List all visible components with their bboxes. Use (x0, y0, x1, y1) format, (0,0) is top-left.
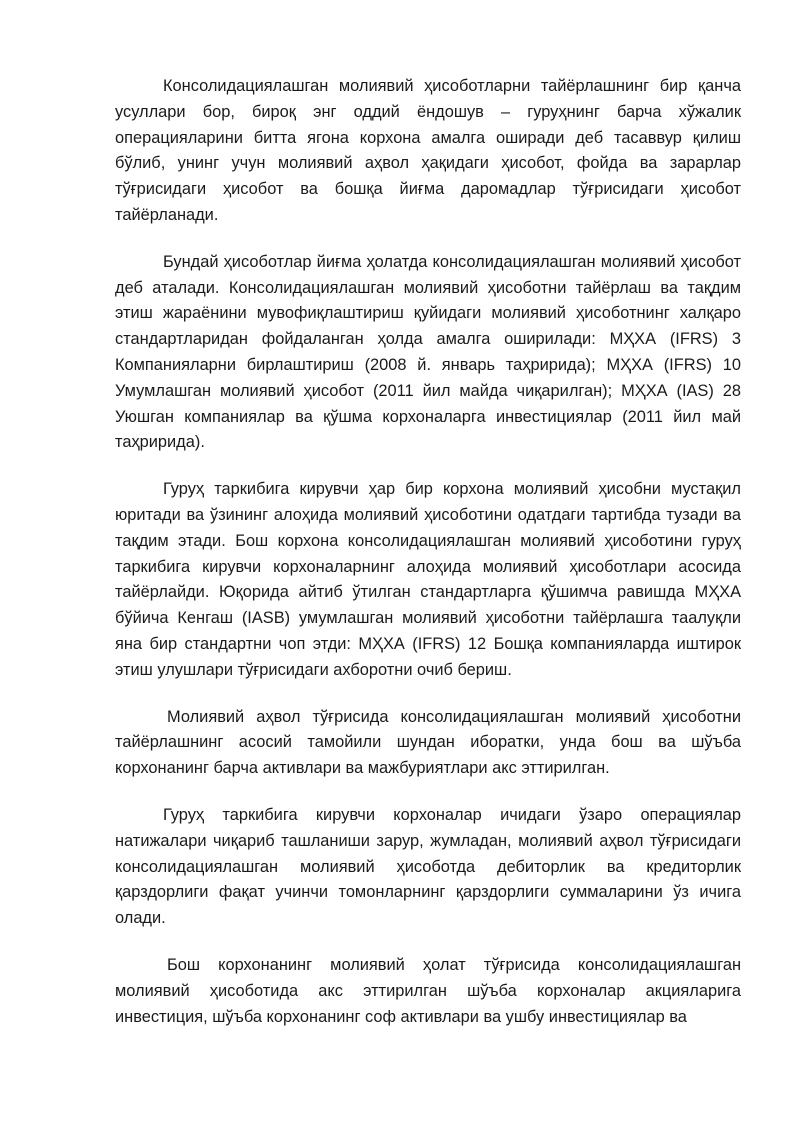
paragraph-group-entities: Гуруҳ таркибига кирувчи ҳар бир корхона молиявий ҳисобни мустақил юритади ва ўзининг алоҳида молиявий ҳисоботини одатдаги тартибда тузади ва тақдим этади. Бош корхона консолидациялашган молиявий ҳисоботини гуруҳ таркибига кирувчи корхоналарнинг алоҳида молиявий ҳисоботлари асосида тайёрлайди. Юқорида айтиб ўтилган стандартларга қўшимча равишда МҲХА бўйича Кенгаш (IASB) умумлашган молиявий ҳисоботни тайёрлашга таалуқли яна бир стандартни чоп этди: МҲХА (IFRS) 12 Бошқа компанияларда иштирок этиш улушлари тўғрисидаги ахборотни очиб бериш. (115, 480, 741, 679)
paragraph-consolidation-methods: Консолидациялашган молиявий ҳисоботларни тайёрлашнинг бир қанча усуллари бор, бироқ энг оддий ёндошув – гуруҳнинг барча хўжалик операцияларини битта ягона корхона амалга оширади деб тасаввур қилиш бўлиб, унинг учун молиявий аҳвол ҳақидаги ҳисобот, фойда ва зарарлар тўғрисидаги ҳисобот ва бошқа йиғма даромадлар тўғрисидаги ҳисобот тайёрланади. (115, 77, 741, 224)
document-body (115, 74, 741, 1051)
paragraph-standards: Бундай ҳисоботлар йиғма ҳолатда консолидациялашган молиявий ҳисобот деб аталади. Консолидациялашган молиявий ҳисоботни тайёрлаш ва тақдим этиш жараёнини мувофиқлаштириш қуйидаги молиявий ҳисоботнинг халқаро стандартларидан фойдаланган ҳолда амалга оширилади: МҲХА (IFRS) 3 Компанияларни бирлаштириш (2008 й. январь таҳририда); МҲХА (IFRS) 10 Умумлашган молиявий ҳисобот (2011 йил майда чиқарилган); МҲХА (IAS) 28 Уюшган компаниялар ва қўшма корхоналарга инвестициялар (2011 йил май таҳририда). (115, 252, 741, 452)
paragraph-parent-investment: Бош корхонанинг молиявий ҳолат тўғрисида консолидациялашган молиявий ҳисоботида акс эттирилган шўъба корхоналар акцияларига инвестиция, шўъба корхонанинг соф активлари ва ушбу инвестициялар ва (115, 955, 741, 1026)
paragraph-intragroup-elimination: Гуруҳ таркибига кирувчи корхоналар ичидаги ўзаро операциялар натижалари чиқариб ташланиши зарур, жумладан, молиявий аҳвол тўғрисидаги консолидациялашган молиявий ҳисоботда дебиторлик ва кредиторлик қарздорлиги фақат учинчи томонларнинг қарздорлиги суммаларини ўз ичига олади. (115, 805, 741, 928)
paragraph-main-principle: Молиявий аҳвол тўғрисида консолидациялашган молиявий ҳисоботни тайёрлашнинг асосий тамойили шундан иборатки, унда бош ва шўъба корхонанинг барча активлари ва мажбуриятлари акс эттирилган. (115, 707, 741, 778)
